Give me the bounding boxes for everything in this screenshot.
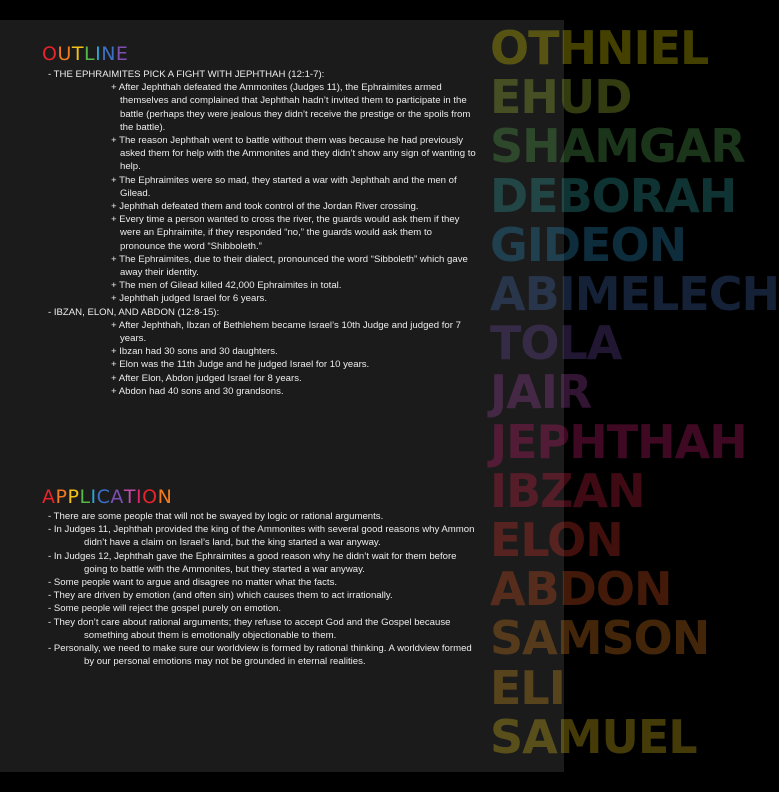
application-point-text: - In Judges 11, Jephthah provided the king of the Ammonites with several good reasons why Ammon didn’t have a claim on Israel’s land, but the king started a war anyway. <box>48 524 475 549</box>
judge-name-text: GIDEON <box>490 217 687 272</box>
outline-point <box>48 372 478 385</box>
application-point <box>48 642 476 668</box>
judge-name-text: IBZAN <box>490 463 645 518</box>
outline-point <box>48 385 478 398</box>
application-point <box>48 550 476 576</box>
judge-name-text: EHUD <box>490 70 632 125</box>
judge-name-text: JEPHTHAH <box>490 414 747 469</box>
outline-point-text: + Jephthah defeated them and took control of the Jordan River crossing. <box>111 201 419 213</box>
judge-name-text: TOLA <box>490 316 622 371</box>
application-point-text: - They are driven by emotion (and often sin) which causes them to act irrationally. <box>48 590 393 602</box>
application-point <box>48 576 476 589</box>
outline-point-text: + The reason Jephthah went to battle without them was because he had previously asked them for help with the Ammonites and they didn’t show any sign of wanting to help. <box>111 135 476 173</box>
outline-point-text: + The men of Gilead killed 42,000 Ephraimites in total. <box>111 280 342 292</box>
judge-name <box>490 267 779 321</box>
outline-point <box>48 253 478 279</box>
outline-point-text: + Jephthah judged Israel for 6 years. <box>111 293 267 305</box>
outline-heading-letter: T <box>71 43 84 65</box>
judge-name <box>490 316 622 371</box>
judge-name <box>490 119 745 174</box>
application-heading-letter: C <box>96 486 111 508</box>
outline-heading-letter: L <box>84 43 96 65</box>
judge-name <box>490 463 645 518</box>
application-heading-letter: T <box>123 486 137 508</box>
judges-name-column <box>490 21 779 772</box>
application-point-text: - There are some people that will not be swayed by logic or rational arguments. <box>48 511 384 522</box>
application-heading-letter: L <box>79 486 91 508</box>
application-heading-letter: A <box>42 486 56 508</box>
outline-point <box>48 358 478 371</box>
judge-name <box>490 660 565 715</box>
outline-section-title-text: - IBZAN, ELON, AND ABDON (12:8-15): <box>48 306 220 318</box>
outline-point <box>48 81 478 134</box>
outline-section-title <box>48 306 478 319</box>
application-heading <box>42 486 172 508</box>
application-heading-letter: A <box>110 486 124 508</box>
application-point-text: - They don’t care about rational arguments; they refuse to accept God and the Gospel because something about them is emotionally objectionable to them. <box>48 616 451 641</box>
judge-name <box>490 611 710 666</box>
judge-name-text: SAMSON <box>490 611 710 666</box>
judge-name-text: ABDON <box>490 562 672 617</box>
outline-point <box>48 319 478 345</box>
judge-name <box>490 513 623 567</box>
application-heading-letter: N <box>157 486 173 508</box>
outline-point-text: + Abdon had 40 sons and 30 grandsons. <box>111 385 284 397</box>
application-point <box>48 510 476 523</box>
outline-point-text: + The Ephraimites were so mad, they started a war with Jephthah and the men of Gilead. <box>111 174 457 199</box>
outline-point <box>48 279 478 292</box>
outline-heading-letter: U <box>57 43 72 65</box>
application-point <box>48 523 476 549</box>
judge-name-text: ELI <box>490 660 565 715</box>
application-point-text: - In Judges 12, Jephthah gave the Ephraimites a good reason why he didn’t wait for them before going to battle with the Ammonites, but they started a war anyway. <box>48 550 457 575</box>
application-heading-letter: P <box>55 486 68 508</box>
judge-name-text: ABIMELECH <box>490 267 779 321</box>
application-point-text: - Personally, we need to make sure our worldview is formed by rational thinking. A worldview formed by our personal emotions may not be grounded in eternal realities. <box>48 643 472 668</box>
judge-name <box>490 709 697 764</box>
outline-heading <box>42 43 128 65</box>
outline-body <box>48 68 478 398</box>
application-point-text: - Some people want to argue and disagree no matter what the facts. <box>48 577 338 589</box>
judge-name <box>490 365 592 420</box>
outline-point <box>48 200 478 213</box>
outline-section-title-text: - THE EPHRAIMITES PICK A FIGHT WITH JEPHTHAH (12:1-7): <box>48 69 325 80</box>
outline-heading-letter: E <box>115 43 129 65</box>
application-point <box>48 602 476 615</box>
application-heading-letter: I <box>136 486 143 508</box>
application-point <box>48 616 476 642</box>
outline-point <box>48 134 478 174</box>
application-heading-letter: O <box>142 486 158 508</box>
outline-point-text: + After Elon, Abdon judged Israel for 8 years. <box>111 372 302 384</box>
judge-name-text: OTHNIEL <box>490 21 709 75</box>
outline-point-text: + Every time a person wanted to cross the river, the guards would ask them if they were an Ephraimite, if they responded “no,” the guards would ask them to pronounce the word “Shibboleth.” <box>111 214 460 252</box>
application-heading-letter: I <box>90 486 97 508</box>
application-point <box>48 589 476 602</box>
outline-section-title <box>48 68 478 81</box>
judge-name-text: DEBORAH <box>490 168 737 223</box>
outline-point <box>48 292 478 305</box>
judge-name-text: JAIR <box>490 365 592 420</box>
judge-name <box>490 168 737 223</box>
outline-heading-letter: O <box>42 43 58 65</box>
judge-name <box>490 562 672 617</box>
application-body <box>48 510 476 668</box>
judge-name <box>490 70 632 125</box>
judge-name-text: SAMUEL <box>490 709 697 764</box>
outline-point-text: + After Jephthah, Ibzan of Bethlehem became Israel’s 10th Judge and judged for 7 years. <box>111 319 461 345</box>
outline-point-text: + The Ephraimites, due to their dialect, pronounced the word “Sibboleth” which gave away their identity. <box>111 253 468 279</box>
outline-point <box>48 213 478 253</box>
outline-point-text: + Elon was the 11th Judge and he judged Israel for 10 years. <box>111 359 370 371</box>
judge-name-text: ELON <box>490 513 623 567</box>
application-point-text: - Some people will reject the gospel purely on emotion. <box>48 603 282 615</box>
application-heading-letter: P <box>67 486 80 508</box>
judge-name <box>490 21 709 75</box>
outline-point <box>48 174 478 200</box>
outline-point-text: + After Jephthah defeated the Ammonites (Judges 11), the Ephraimites armed themselves and complained that Jephthah hadn’t invited them to participate in the battle (perhaps they were jealous they didn’t receive the prestige or the spoils from the battle). <box>111 82 471 133</box>
outline-point-text: + Ibzan had 30 sons and 30 daughters. <box>111 346 278 358</box>
outline-point <box>48 345 478 358</box>
outline-heading-letter: I <box>95 43 102 65</box>
judge-name <box>490 217 687 272</box>
outline-heading-letter: N <box>101 43 116 65</box>
judge-name <box>490 414 747 469</box>
judge-name-text: SHAMGAR <box>490 119 745 174</box>
